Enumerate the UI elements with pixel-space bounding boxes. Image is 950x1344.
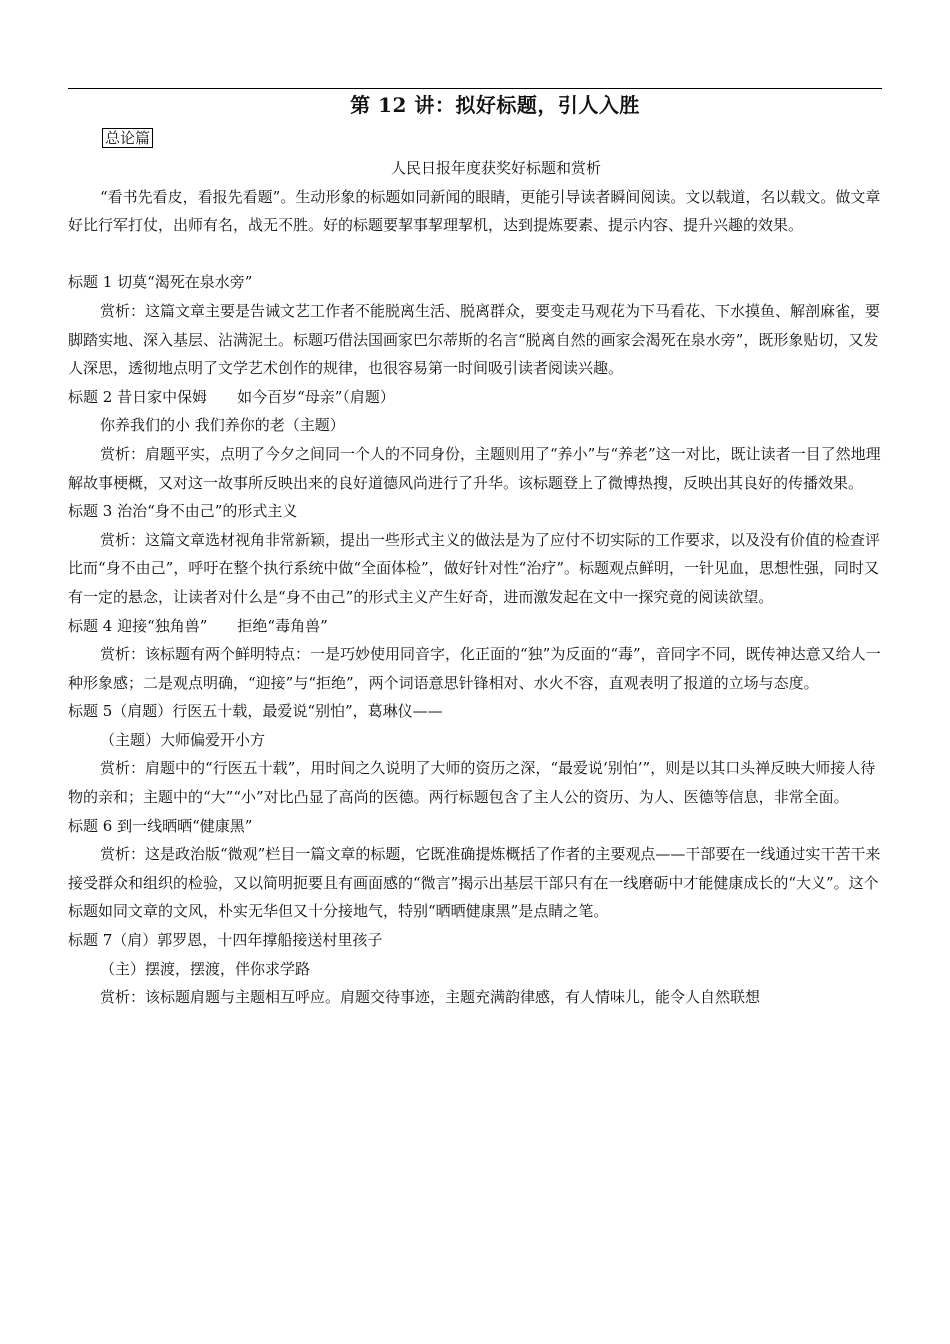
item-analysis-2: 赏析：肩题平实，点明了今夕之间同一个人的不同身份，主题则用了“养小”与“养老”这一对比，既让读者一目了然地理解故事梗概，又对这一故事所反映出来的良好道德风尚进行了升华。该标题登上了微博热搜，反映出其良好的传播效果。 [68, 444, 881, 492]
document-subtitle: 人民日报年度获奖好标题和赏析 [390, 159, 601, 177]
item-analysis-1: 赏析：这篇文章主要是告诫文艺工作者不能脱离生活、脱离群众，要变走马观花为下马看花、下水摸鱼、解剖麻雀，要脚踏实地、深入基层、沾满泥土。标题巧借法国画家巴尔蒂斯的名言“脱离自然的画家会渴死在泉水旁”，既形象贴切，又发人深思，透彻地点明了文学艺术创作的规律，也很容易第一时间吸引读者阅读兴趣。 [68, 301, 881, 378]
item-analysis-3: 赏析：这篇文章选材视角非常新颖，提出一些形式主义的做法是为了应付不切实际的工作要求，以及没有价值的检查评比而“身不由己”，呼吁在整个执行系统中做“全面体检”，做好针对性“治疗”。标题观点鲜明，一针见血，思想性强，同时又有一定的悬念，让读者对什么是“身不由己”的形式主义产生好奇，进而激发起在文中一探究竟的阅读欲望。 [68, 530, 881, 606]
item-heading-6: 标题 6 到一线晒晒“健康黑” [68, 816, 253, 835]
intro-paragraph: “看书先看皮，看报先看题”。生动形象的标题如同新闻的眼睛，更能引导读者瞬间阅读。文以载道，名以载文。做文章好比行军打仗，出师有名，战无不胜。好的标题要挈事挈理挈机，达到提炼要素、提示内容、提升兴趣的效果。 [68, 187, 881, 235]
blank-line [68, 240, 884, 269]
lecture-title-text: 第 12 讲：拟好标题，引人入胜 [350, 93, 640, 117]
item-heading-2: 标题 2 昔日家中保姆 如今百岁“母亲”（肩题） [68, 387, 395, 406]
header-rule [68, 88, 882, 89]
item-analysis-5: 赏析：肩题中的“行医五十载”，用时间之久说明了大师的资历之深，“最爱说‘别怕’”，则是以其口头禅反映大师接人待物的亲和；主题中的“大”“小”对比凸显了高尚的医德。两行标题包含了主人公的资历、为人、医德等信息，非常全面。 [68, 759, 876, 807]
item-analysis-4: 赏析：该标题有两个鲜明特点：一是巧妙使用同音字，化正面的“独”为反面的“毒”，音同字不同，既传神达意又给人一种形象感；二是观点明确，“迎接”与“拒绝”，两个词语意思针锋相对、水火不容，直观表明了报道的立场与态度。 [68, 645, 881, 692]
item-subline-7: （主）摆渡，摆渡，伴你求学路 [100, 959, 311, 978]
item-heading-5: 标题 5（肩题）行医五十载，最爱说“别怕”，葛琳仪—— [68, 702, 443, 721]
item-subline-5: （主题）大师偏爱开小方 [100, 730, 266, 749]
lecture-title [0, 91, 950, 119]
item-heading-4: 标题 4 迎接“独角兽” 拒绝“毒角兽” [68, 616, 328, 635]
document-body [68, 154, 884, 1012]
item-analysis-6: 赏析：这是政治版“微观”栏目一篇文章的标题，它既准确提炼概括了作者的主要观点——干部要在一线通过实干苦干来接受群众和组织的检验，又以简明扼要且有画面感的“微言”揭示出基层干部只有在一线磨砺中才能健康成长的“大义”。这个标题如同文章的文风，朴实无华但又十分接地气，特别“晒晒健康黑”是点睛之笔。 [68, 845, 881, 921]
item-heading-1: 标题 1 切莫“渴死在泉水旁” [68, 273, 253, 292]
section-tag: 总论篇 [102, 128, 153, 148]
item-heading-7: 标题 7（肩）郭罗恩，十四年撑船接送村里孩子 [68, 931, 383, 950]
item-subline-2: 你养我们的小 我们养你的老（主题） [100, 416, 345, 435]
item-analysis-7: 赏析：该标题肩题与主题相互呼应。肩题交待事迹，主题充满韵律感，有人情味儿，能令人自然联想 [100, 988, 761, 1007]
item-heading-3: 标题 3 治治“身不由己”的形式主义 [68, 502, 298, 521]
